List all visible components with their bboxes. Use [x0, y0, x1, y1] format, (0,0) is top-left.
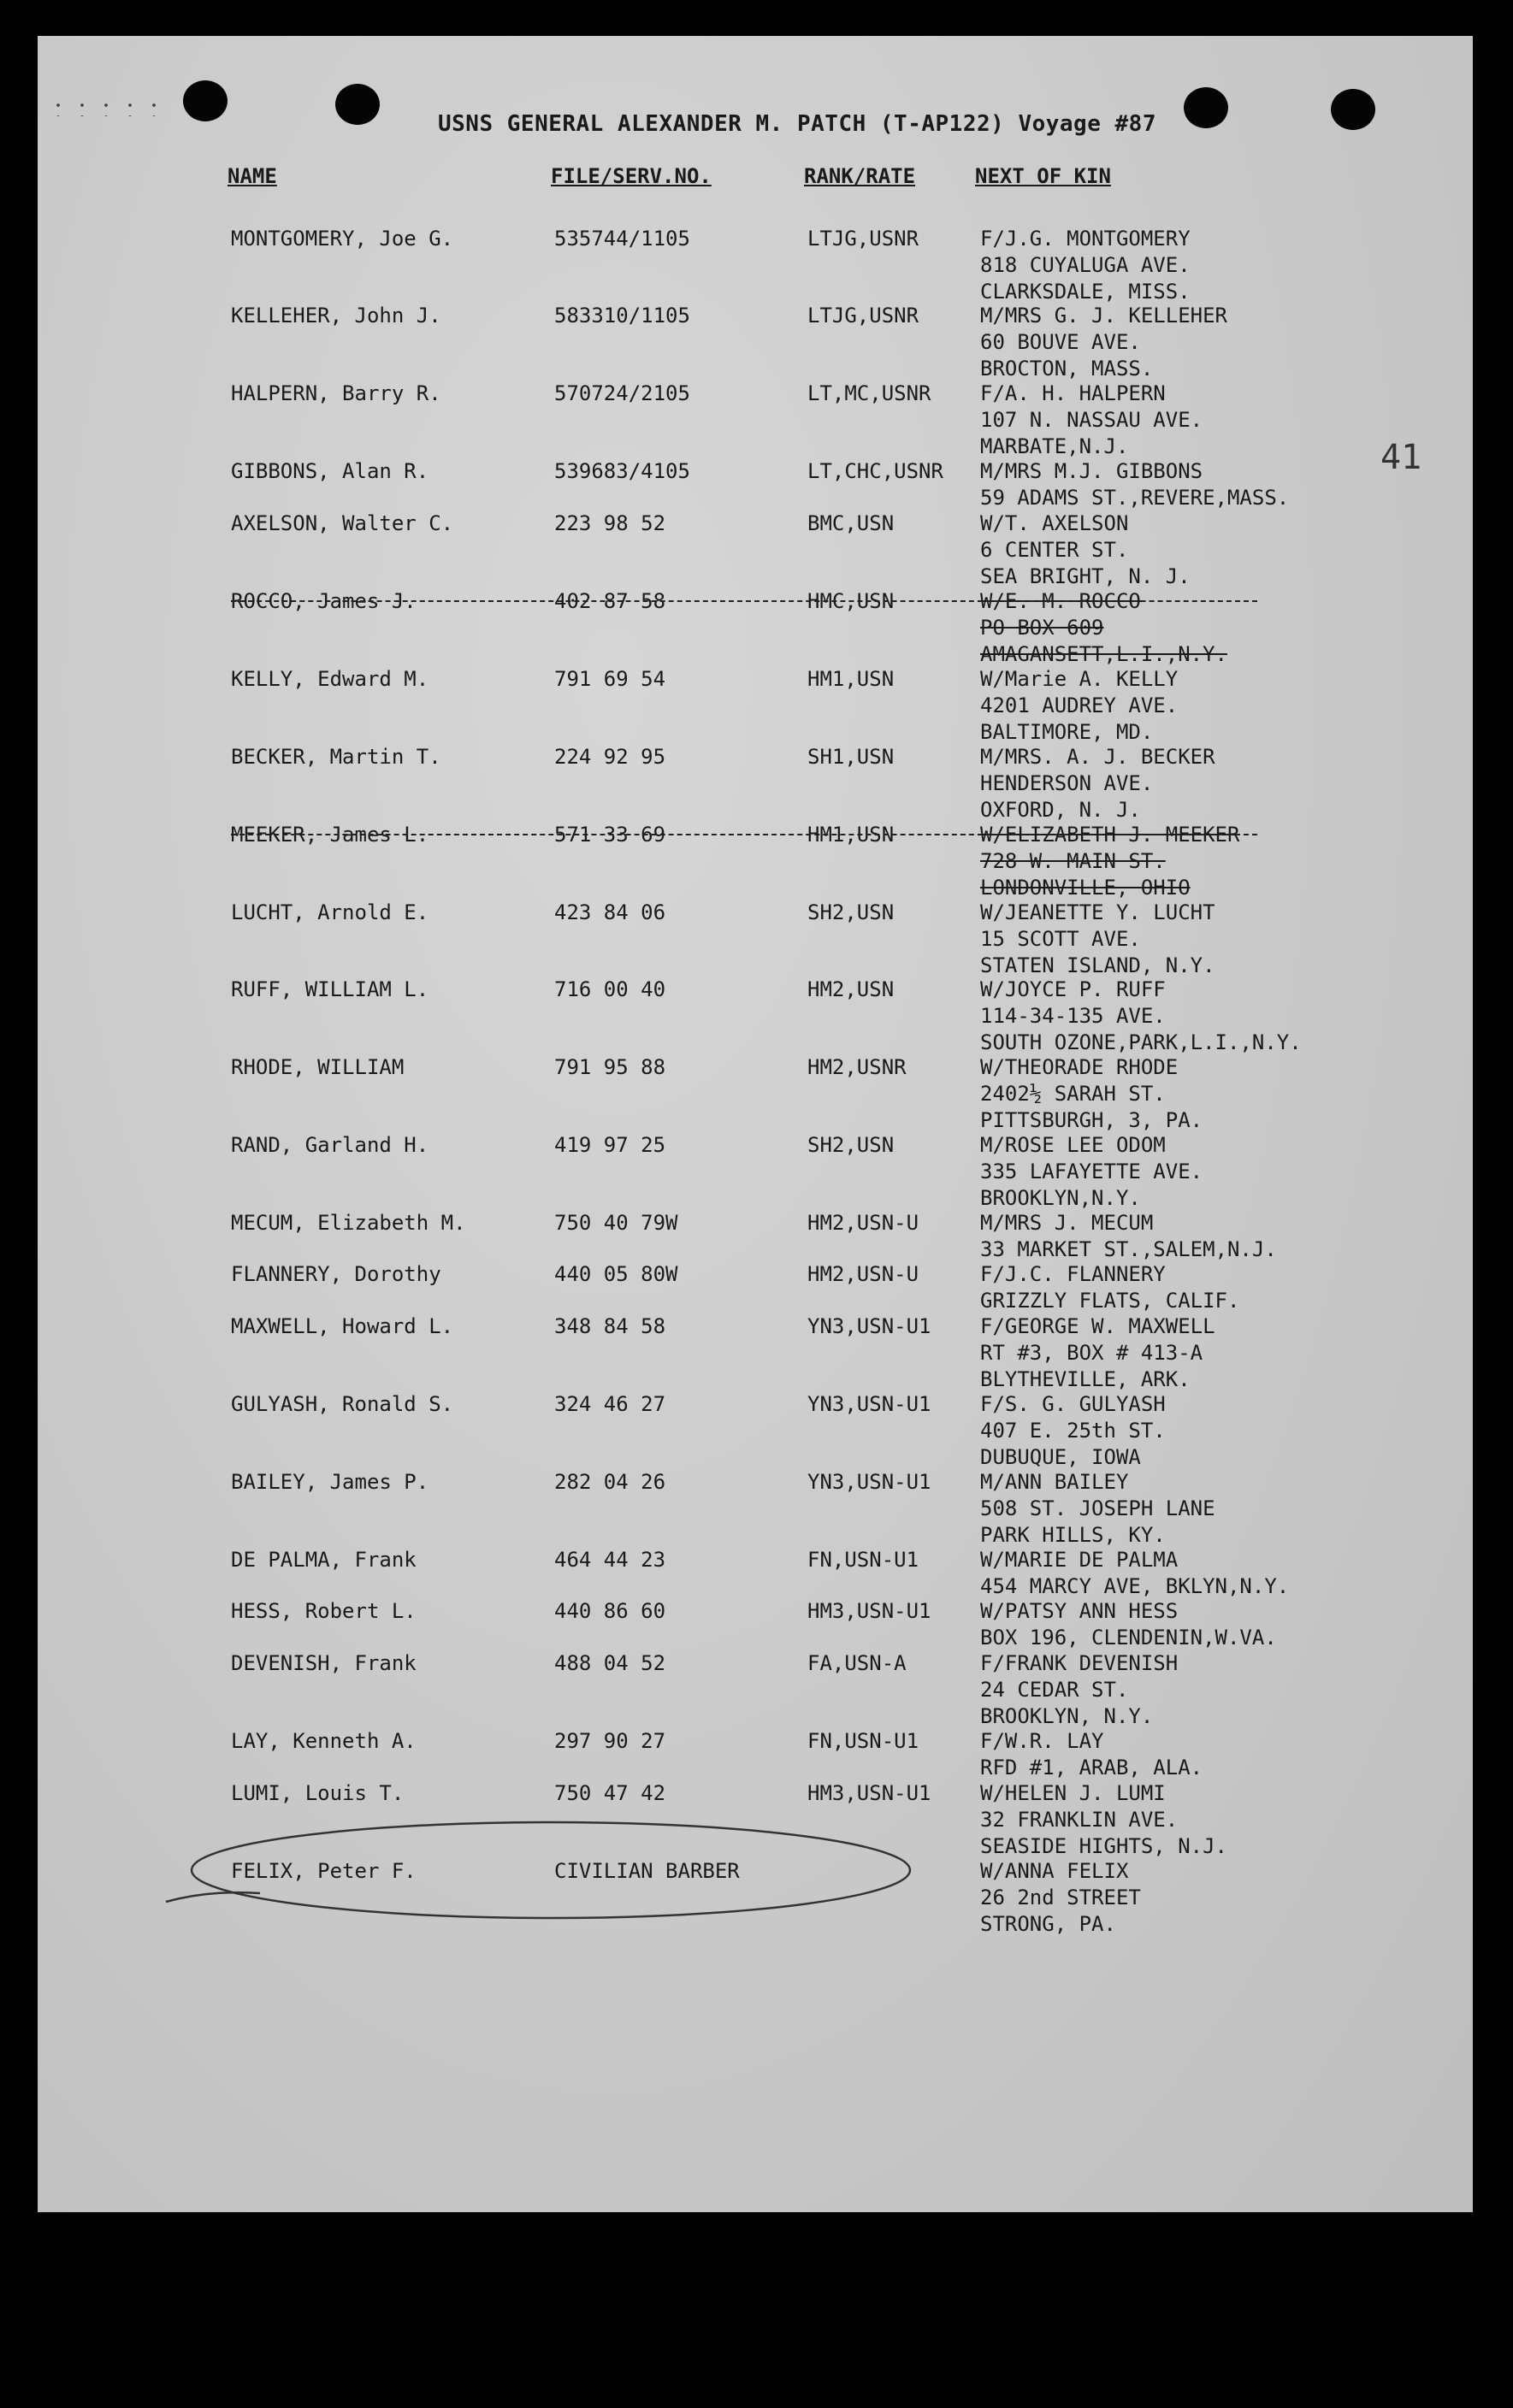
kin-line: F/W.R. LAY	[980, 1729, 1104, 1753]
page-number: 41	[1380, 438, 1422, 477]
kin-line: M/MRS M.J. GIBBONS	[980, 459, 1203, 483]
kin-line: 15 SCOTT AVE.	[980, 927, 1141, 951]
entry-file-serv-no: 488 04 52	[554, 1651, 666, 1675]
kin-line: 60 BOUVE AVE.	[980, 330, 1141, 354]
kin-line: SEA BRIGHT, N. J.	[980, 564, 1191, 588]
kin-line: F/S. G. GULYASH	[980, 1392, 1166, 1416]
entry-rank-rate: HM2,USN-U	[807, 1211, 919, 1235]
entry-rank-rate: HM3,USN-U1	[807, 1599, 931, 1623]
entry-next-of-kin	[980, 1210, 1277, 1263]
entry-next-of-kin	[980, 1132, 1203, 1212]
entry-name: RUFF, WILLIAM L.	[231, 977, 429, 1001]
kin-line: 454 MARCY AVE, BKLYN,N.Y.	[980, 1574, 1290, 1598]
kin-line: M/ANN BAILEY	[980, 1470, 1129, 1494]
entry-next-of-kin	[980, 1598, 1277, 1651]
entry-rank-rate: HM1,USN	[807, 667, 895, 691]
entry-next-of-kin	[980, 1650, 1178, 1730]
entry-rank-rate: SH1,USN	[807, 745, 895, 769]
entry-rank-rate: HM2,USN	[807, 977, 895, 1001]
entry-file-serv-no: 570724/2105	[554, 381, 690, 405]
entry-next-of-kin	[980, 977, 1302, 1056]
kin-line: W/E. M. ROCCO	[980, 589, 1141, 613]
entry-next-of-kin	[980, 458, 1289, 511]
kin-line: PO BOX 609	[980, 616, 1104, 640]
kin-line: 508 ST. JOSEPH LANE	[980, 1496, 1215, 1520]
kin-line: W/JEANETTE Y. LUCHT	[980, 900, 1215, 924]
kin-line: RFD #1, ARAB, ALA.	[980, 1756, 1203, 1779]
entry-next-of-kin	[980, 1313, 1215, 1393]
kin-line: 6 CENTER ST.	[980, 538, 1129, 562]
kin-line: W/THEORADE RHODE	[980, 1055, 1179, 1079]
entry-file-serv-no: 750 47 42	[554, 1781, 666, 1805]
entry-name: RAND, Garland H.	[231, 1133, 429, 1157]
entry-rank-rate: LT,MC,USNR	[807, 381, 931, 405]
entry-name: RHODE, WILLIAM	[231, 1055, 405, 1079]
entry-file-serv-no: CIVILIAN BARBER	[554, 1859, 740, 1883]
kin-line: 59 ADAMS ST.,REVERE,MASS.	[980, 486, 1290, 510]
entry-rank-rate: SH2,USN	[807, 900, 895, 924]
entry-rank-rate: HM3,USN-U1	[807, 1781, 931, 1805]
kin-line: BLYTHEVILLE, ARK.	[980, 1367, 1191, 1391]
entry-file-serv-no: 223 98 52	[554, 511, 666, 535]
kin-line: 114-34-135 AVE.	[980, 1004, 1166, 1028]
entry-file-serv-no: 324 46 27	[554, 1392, 666, 1416]
entry-file-serv-no: 423 84 06	[554, 900, 666, 924]
header-next-of-kin: NEXT OF KIN	[975, 164, 1111, 188]
page-title: USNS GENERAL ALEXANDER M. PATCH (T-AP122) Voyage #87	[438, 111, 1156, 137]
kin-line: SOUTH OZONE,PARK,L.I.,N.Y.	[980, 1030, 1302, 1054]
strike-through-line	[231, 600, 1257, 602]
entry-name: HESS, Robert L.	[231, 1599, 417, 1623]
entry-rank-rate: HM2,USNR	[807, 1055, 907, 1079]
entry-name: GULYASH, Ronald S.	[231, 1392, 454, 1416]
kin-line: GRIZZLY FLATS, CALIF.	[980, 1289, 1240, 1313]
kin-line: 24 CEDAR ST.	[980, 1678, 1129, 1702]
kin-line: LONDONVILLE, OHIO	[980, 876, 1191, 900]
entry-name: MAXWELL, Howard L.	[231, 1314, 454, 1338]
kin-line: BOX 196, CLENDENIN,W.VA.	[980, 1626, 1277, 1650]
kin-line: W/T. AXELSON	[980, 511, 1129, 535]
kin-line: F/J.G. MONTGOMERY	[980, 227, 1191, 251]
entry-next-of-kin	[980, 381, 1203, 460]
kin-line: BROOKLYN,N.Y.	[980, 1186, 1141, 1210]
kin-line: PITTSBURGH, 3, PA.	[980, 1108, 1203, 1132]
entry-rank-rate: YN3,USN-U1	[807, 1470, 931, 1494]
entry-file-serv-no: 440 86 60	[554, 1599, 666, 1623]
entry-file-serv-no: 750 40 79W	[554, 1211, 678, 1235]
entry-name: HALPERN, Barry R.	[231, 381, 441, 405]
kin-line: M/MRS J. MECUM	[980, 1211, 1154, 1235]
entry-rank-rate: BMC,USN	[807, 511, 895, 535]
kin-line: M/MRS. A. J. BECKER	[980, 745, 1215, 769]
entry-name: AXELSON, Walter C.	[231, 511, 454, 535]
entry-file-serv-no: 297 90 27	[554, 1729, 666, 1753]
kin-line: F/A. H. HALPERN	[980, 381, 1166, 405]
entry-name: MECUM, Elizabeth M.	[231, 1211, 466, 1235]
kin-line: F/FRANK DEVENISH	[980, 1651, 1179, 1675]
kin-line: 335 LAFAYETTE AVE.	[980, 1160, 1203, 1183]
kin-line: 26 2nd STREET	[980, 1886, 1141, 1909]
kin-line: W/Marie A. KELLY	[980, 667, 1179, 691]
entry-file-serv-no: 282 04 26	[554, 1470, 666, 1494]
punch-hole-3	[1184, 87, 1228, 128]
entry-name: MEEKER, James L.	[231, 823, 429, 847]
entry-name: KELLY, Edward M.	[231, 667, 429, 691]
kin-line: STATEN ISLAND, N.Y.	[980, 953, 1215, 977]
entry-file-serv-no: 539683/4105	[554, 459, 690, 483]
punch-hole-4	[1331, 89, 1375, 130]
entry-name: LUMI, Louis T.	[231, 1781, 405, 1805]
entry-next-of-kin	[980, 1858, 1141, 1938]
kin-line: BALTIMORE, MD.	[980, 720, 1154, 744]
strike-through-line	[231, 834, 1257, 835]
entry-file-serv-no: 348 84 58	[554, 1314, 666, 1338]
kin-line: W/PATSY ANN HESS	[980, 1599, 1179, 1623]
kin-line: OXFORD, N. J.	[980, 798, 1141, 822]
kin-line: 728 W. MAIN ST.	[980, 849, 1166, 873]
kin-line: MARBATE,N.J.	[980, 434, 1129, 458]
kin-line: BROOKLYN, N.Y.	[980, 1704, 1154, 1728]
kin-line: 407 E. 25th ST.	[980, 1419, 1166, 1443]
entry-rank-rate: LTJG,USNR	[807, 304, 919, 328]
entry-file-serv-no: 791 95 88	[554, 1055, 666, 1079]
kin-line: 4201 AUDREY AVE.	[980, 693, 1179, 717]
entry-next-of-kin	[980, 1469, 1215, 1549]
entry-next-of-kin	[980, 226, 1191, 305]
entry-next-of-kin	[980, 303, 1227, 382]
entry-next-of-kin	[980, 1780, 1227, 1860]
entry-file-serv-no: 224 92 95	[554, 745, 666, 769]
entry-name: LUCHT, Arnold E.	[231, 900, 429, 924]
entry-name: FLANNERY, Dorothy	[231, 1262, 441, 1286]
kin-line: F/GEORGE W. MAXWELL	[980, 1314, 1215, 1338]
entry-next-of-kin	[980, 1261, 1239, 1314]
kin-line: 818 CUYALUGA AVE.	[980, 253, 1191, 277]
entry-rank-rate: HM1,USN	[807, 823, 895, 847]
entry-next-of-kin	[980, 744, 1215, 823]
entry-next-of-kin	[980, 1054, 1203, 1134]
entry-name: KELLEHER, John J.	[231, 304, 441, 328]
kin-line: W/JOYCE P. RUFF	[980, 977, 1166, 1001]
kin-line: 32 FRANKLIN AVE.	[980, 1808, 1179, 1832]
kin-line: 107 N. NASSAU AVE.	[980, 408, 1203, 432]
entry-rank-rate: SH2,USN	[807, 1133, 895, 1157]
header-name: NAME	[228, 164, 277, 188]
entry-rank-rate: YN3,USN-U1	[807, 1392, 931, 1416]
entry-name: DE PALMA, Frank	[231, 1548, 417, 1572]
kin-line: CLARKSDALE, MISS.	[980, 280, 1191, 304]
kin-line: HENDERSON AVE.	[980, 771, 1154, 795]
scan-specks	[46, 99, 174, 116]
kin-line: RT #3, BOX # 413-A	[980, 1341, 1203, 1365]
entry-rank-rate: LTJG,USNR	[807, 227, 919, 251]
entry-file-serv-no: 716 00 40	[554, 977, 666, 1001]
entry-next-of-kin	[980, 1391, 1166, 1471]
punch-hole-2	[335, 84, 380, 125]
entry-rank-rate: FN,USN-U1	[807, 1729, 919, 1753]
entry-file-serv-no: 419 97 25	[554, 1133, 666, 1157]
kin-line: 33 MARKET ST.,SALEM,N.J.	[980, 1237, 1277, 1261]
kin-line: BROCTON, MASS.	[980, 357, 1154, 381]
entry-name: DEVENISH, Frank	[231, 1651, 417, 1675]
entry-file-serv-no: 571 33 69	[554, 823, 666, 847]
entry-rank-rate: FA,USN-A	[807, 1651, 907, 1675]
entry-file-serv-no: 535744/1105	[554, 227, 690, 251]
header-file-serv-no: FILE/SERV.NO.	[551, 164, 712, 188]
entry-rank-rate: HMC,USN	[807, 589, 895, 613]
kin-line: M/ROSE LEE ODOM	[980, 1133, 1166, 1157]
hand-drawn-ellipse	[38, 36, 1473, 2212]
entry-name: BECKER, Martin T.	[231, 745, 441, 769]
kin-line: STRONG, PA.	[980, 1912, 1116, 1936]
kin-line: DUBUQUE, IOWA	[980, 1445, 1141, 1469]
punch-hole-1	[183, 80, 228, 121]
entry-name: ROCCO, James J.	[231, 589, 417, 613]
kin-line: PARK HILLS, KY.	[980, 1523, 1166, 1547]
entry-file-serv-no: 402 87 58	[554, 589, 666, 613]
entry-rank-rate: YN3,USN-U1	[807, 1314, 931, 1338]
header-rank-rate: RANK/RATE	[804, 164, 916, 188]
kin-line: M/MRS G. J. KELLEHER	[980, 304, 1227, 328]
kin-line: W/ELIZABETH J. MEEKER	[980, 823, 1240, 847]
kin-line: F/J.C. FLANNERY	[980, 1262, 1166, 1286]
entry-rank-rate: LT,CHC,USNR	[807, 459, 943, 483]
entry-name: FELIX, Peter F.	[231, 1859, 417, 1883]
kin-line: AMAGANSETT,L.I.,N.Y.	[980, 642, 1227, 666]
entry-next-of-kin	[980, 1547, 1289, 1600]
entry-next-of-kin	[980, 666, 1178, 746]
entry-file-serv-no: 440 05 80W	[554, 1262, 678, 1286]
entry-rank-rate: HM2,USN-U	[807, 1262, 919, 1286]
entry-next-of-kin	[980, 511, 1191, 590]
entry-name: LAY, Kenneth A.	[231, 1729, 417, 1753]
kin-line: 2402½ SARAH ST.	[980, 1082, 1166, 1106]
document-page	[38, 36, 1473, 2212]
kin-line: W/HELEN J. LUMI	[980, 1781, 1166, 1805]
entry-name: BAILEY, James P.	[231, 1470, 429, 1494]
entry-next-of-kin	[980, 900, 1215, 979]
entry-file-serv-no: 464 44 23	[554, 1548, 666, 1572]
entry-next-of-kin	[980, 1728, 1203, 1781]
entry-name: MONTGOMERY, Joe G.	[231, 227, 454, 251]
entry-file-serv-no: 583310/1105	[554, 304, 690, 328]
entry-file-serv-no: 791 69 54	[554, 667, 666, 691]
entry-rank-rate: FN,USN-U1	[807, 1548, 919, 1572]
kin-line: W/ANNA FELIX	[980, 1859, 1129, 1883]
entry-name: GIBBONS, Alan R.	[231, 459, 429, 483]
kin-line: SEASIDE HIGHTS, N.J.	[980, 1834, 1227, 1858]
kin-line: W/MARIE DE PALMA	[980, 1548, 1179, 1572]
